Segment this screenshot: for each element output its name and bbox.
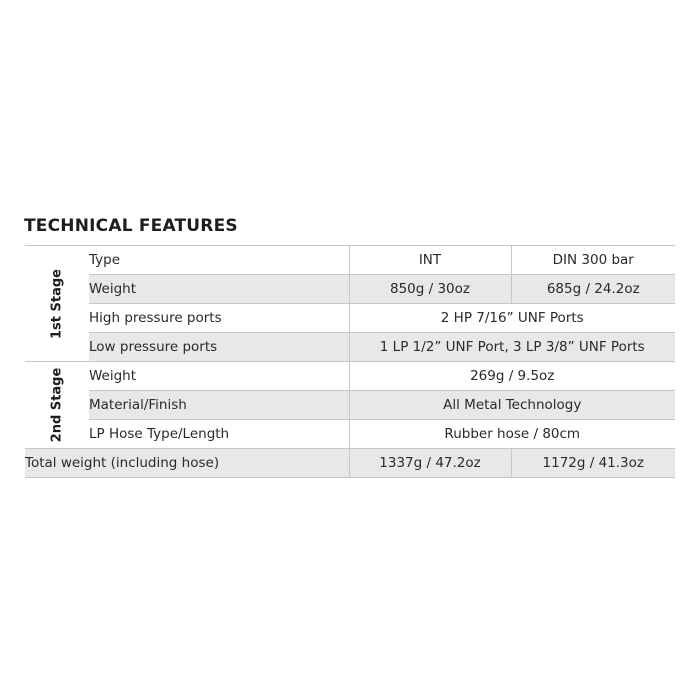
- int-total-weight: 1337g / 47.2oz: [349, 449, 511, 478]
- table-row: [25, 246, 675, 275]
- total-weight-label: Total weight (including hose): [25, 449, 349, 478]
- din-first-stage-weight: 685g / 24.2oz: [511, 275, 675, 304]
- material-finish-value: All Metal Technology: [349, 391, 675, 420]
- row-label-type: Type: [89, 246, 349, 275]
- row-label-low-pressure-ports: Low pressure ports: [89, 333, 349, 362]
- table-row: [25, 362, 675, 391]
- table-row: [25, 275, 675, 304]
- first-stage-cell: [25, 246, 89, 362]
- row-label-high-pressure-ports: High pressure ports: [89, 304, 349, 333]
- table-row: [25, 304, 675, 333]
- lp-hose-value: Rubber hose / 80cm: [349, 420, 675, 449]
- row-label-lp-hose: LP Hose Type/Length: [89, 420, 349, 449]
- table-row: [25, 449, 675, 478]
- din-column-header: DIN 300 bar: [511, 246, 675, 275]
- int-column-header: INT: [349, 246, 511, 275]
- row-label-material-finish: Material/Finish: [89, 391, 349, 420]
- second-stage-cell: [25, 362, 89, 449]
- high-pressure-ports-value: 2 HP 7/16” UNF Ports: [349, 304, 675, 333]
- second-stage-label: 2nd Stage: [49, 367, 65, 443]
- table-row: [25, 420, 675, 449]
- din-total-weight: 1172g / 41.3oz: [511, 449, 675, 478]
- second-stage-weight-value: 269g / 9.5oz: [349, 362, 675, 391]
- technical-features-table: [25, 245, 675, 478]
- row-label-first-stage-weight: Weight: [89, 275, 349, 304]
- first-stage-label: 1st Stage: [49, 268, 65, 339]
- int-first-stage-weight: 850g / 30oz: [349, 275, 511, 304]
- low-pressure-ports-value: 1 LP 1/2” UNF Port, 3 LP 3/8” UNF Ports: [349, 333, 675, 362]
- section-title: TECHNICAL FEATURES: [24, 216, 238, 236]
- table-row: [25, 333, 675, 362]
- row-label-second-stage-weight: Weight: [89, 362, 349, 391]
- table-row: [25, 391, 675, 420]
